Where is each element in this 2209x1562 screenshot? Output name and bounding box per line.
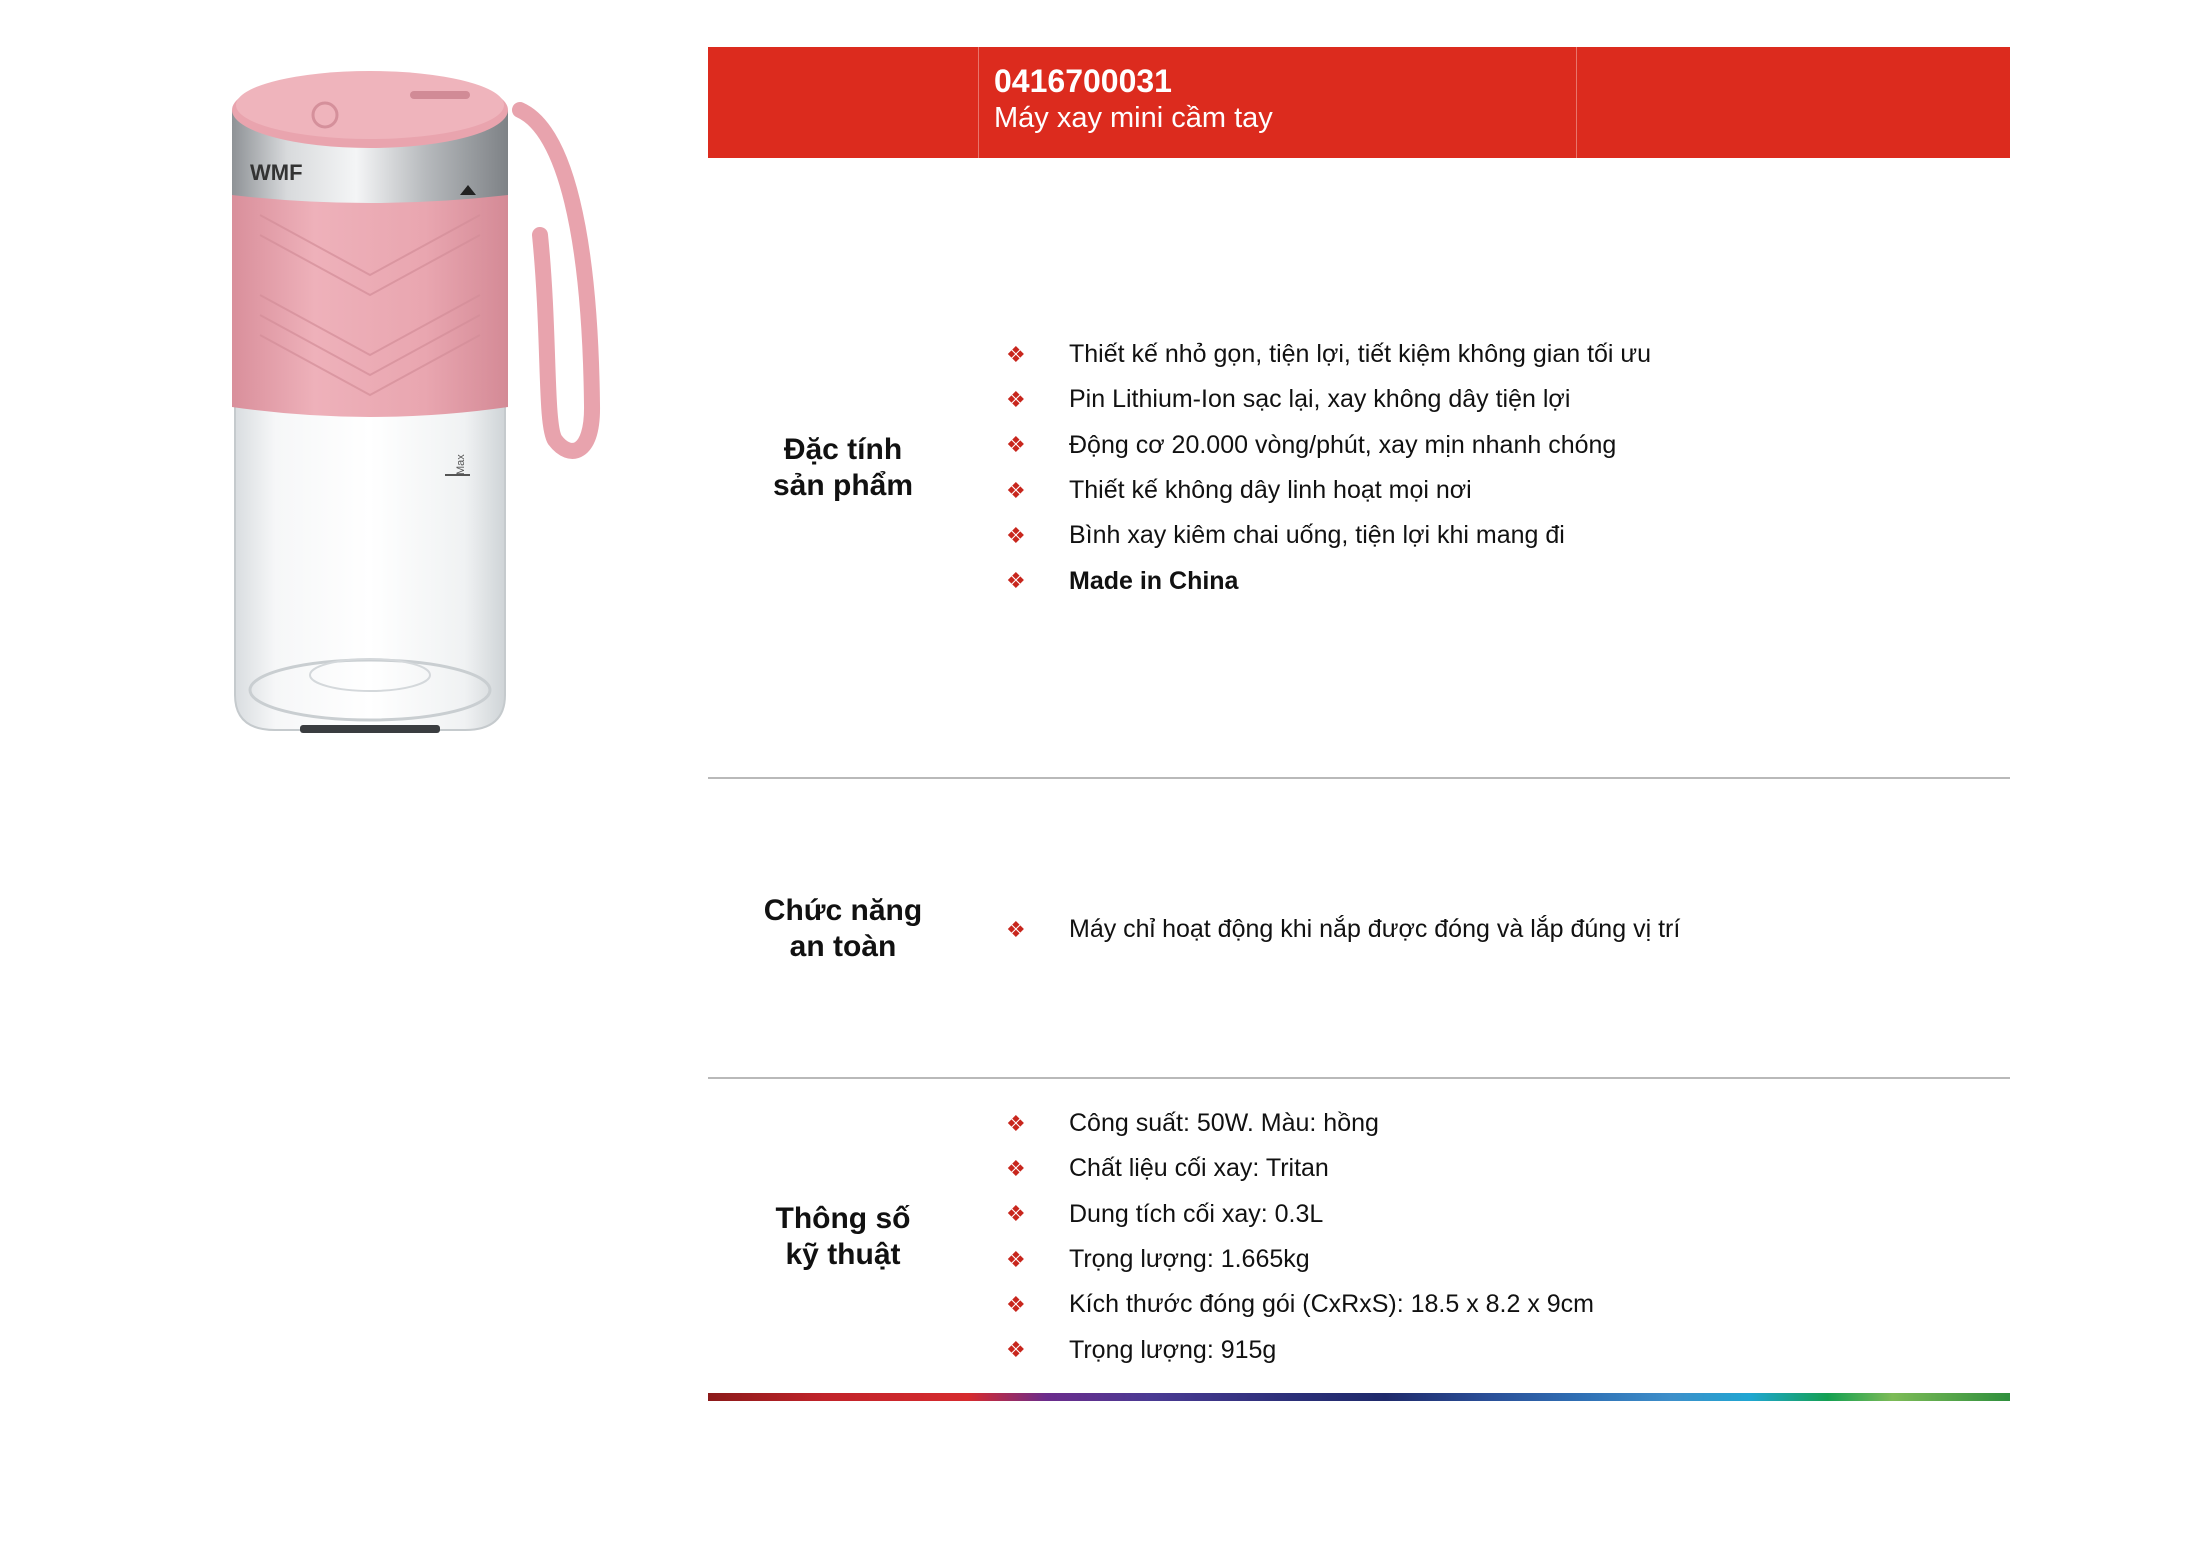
section-label-line: sản phẩm (772, 469, 914, 502)
product-title: Máy xay mini cầm tay (994, 102, 1273, 134)
list-item-text: Thiết kế nhỏ gọn, tiện lợi, tiết kiệm không gian tối ưu (1069, 340, 1652, 369)
color-stripe-footer (708, 1393, 2010, 1401)
brand-logo: WMF (250, 160, 303, 185)
section-label-line: Đặc tính (783, 433, 903, 466)
diamond-bullet-icon: ❖ (1006, 522, 1026, 548)
list-item (1000, 1327, 1594, 1372)
list-item-text: Kích thước đóng gói (CxRxS): 18.5 x 8.2 x 9cm (1069, 1290, 1595, 1319)
product-header (708, 47, 2010, 158)
diamond-bullet-icon: ❖ (1006, 477, 1026, 503)
section-label-line: Thông số (775, 1202, 911, 1235)
list-item-text: Pin Lithium-Ion sạc lại, xay không dây tiện lợi (1069, 385, 1571, 414)
list-item (1000, 423, 1651, 468)
header-divider (978, 47, 979, 158)
list-item (1000, 1282, 1594, 1327)
section-label-line: Chức năng (763, 894, 923, 927)
list-item-text: Bình xay kiêm chai uống, tiện lợi khi mang đi (1069, 521, 1565, 550)
list-item (1000, 1237, 1594, 1282)
list-item-text: Made in China (1069, 566, 1239, 595)
specs-list (1000, 1101, 1594, 1373)
diamond-bullet-icon: ❖ (1006, 1337, 1026, 1363)
diamond-bullet-icon: ❖ (1006, 1291, 1026, 1317)
list-item (1000, 513, 1651, 558)
diamond-bullet-icon: ❖ (1006, 1201, 1026, 1227)
list-item (1000, 332, 1651, 377)
list-item-text: Máy chỉ hoạt động khi nắp được đóng và lắp đúng vị trí (1069, 915, 1681, 944)
section-label-features (708, 432, 978, 504)
list-item (1000, 377, 1651, 422)
list-item (1000, 907, 1680, 952)
list-item (1000, 1192, 1594, 1237)
list-item (1000, 468, 1651, 513)
list-item (1000, 558, 1651, 603)
list-item-text: Trọng lượng: 1.665kg (1069, 1245, 1310, 1274)
header-divider (1576, 47, 1577, 158)
diamond-bullet-icon: ❖ (1006, 341, 1026, 367)
product-sku: 0416700031 (994, 63, 1172, 99)
list-item-text: Dung tích cối xay: 0.3L (1069, 1199, 1324, 1228)
section-label-specs (708, 1201, 978, 1273)
section-label-safety (708, 893, 978, 965)
section-label-line: an toàn (789, 930, 897, 963)
list-item-text: Chất liệu cối xay: Tritan (1069, 1154, 1329, 1183)
diamond-bullet-icon: ❖ (1006, 1110, 1026, 1136)
diamond-bullet-icon: ❖ (1006, 568, 1026, 594)
list-item-text: Thiết kế không dây linh hoạt mọi nơi (1069, 476, 1472, 505)
list-item-text: Trọng lượng: 915g (1069, 1335, 1277, 1364)
safety-list (1000, 907, 1680, 952)
section-divider (708, 777, 2010, 779)
diamond-bullet-icon: ❖ (1006, 432, 1026, 458)
list-item (1000, 1146, 1594, 1191)
list-item-text: Công suất: 50W. Màu: hồng (1069, 1109, 1379, 1138)
list-item (1000, 1101, 1594, 1146)
diamond-bullet-icon: ❖ (1006, 916, 1026, 942)
section-label-line: kỹ thuật (785, 1238, 901, 1271)
diamond-bullet-icon: ❖ (1006, 386, 1026, 412)
section-divider (708, 1077, 2010, 1079)
diamond-bullet-icon: ❖ (1006, 1155, 1026, 1181)
diamond-bullet-icon: ❖ (1006, 1246, 1026, 1272)
features-list (1000, 332, 1651, 604)
list-item-text: Động cơ 20.000 vòng/phút, xay mịn nhanh chóng (1069, 430, 1617, 459)
product-image (220, 35, 620, 755)
max-mark-label: Max (455, 454, 467, 475)
